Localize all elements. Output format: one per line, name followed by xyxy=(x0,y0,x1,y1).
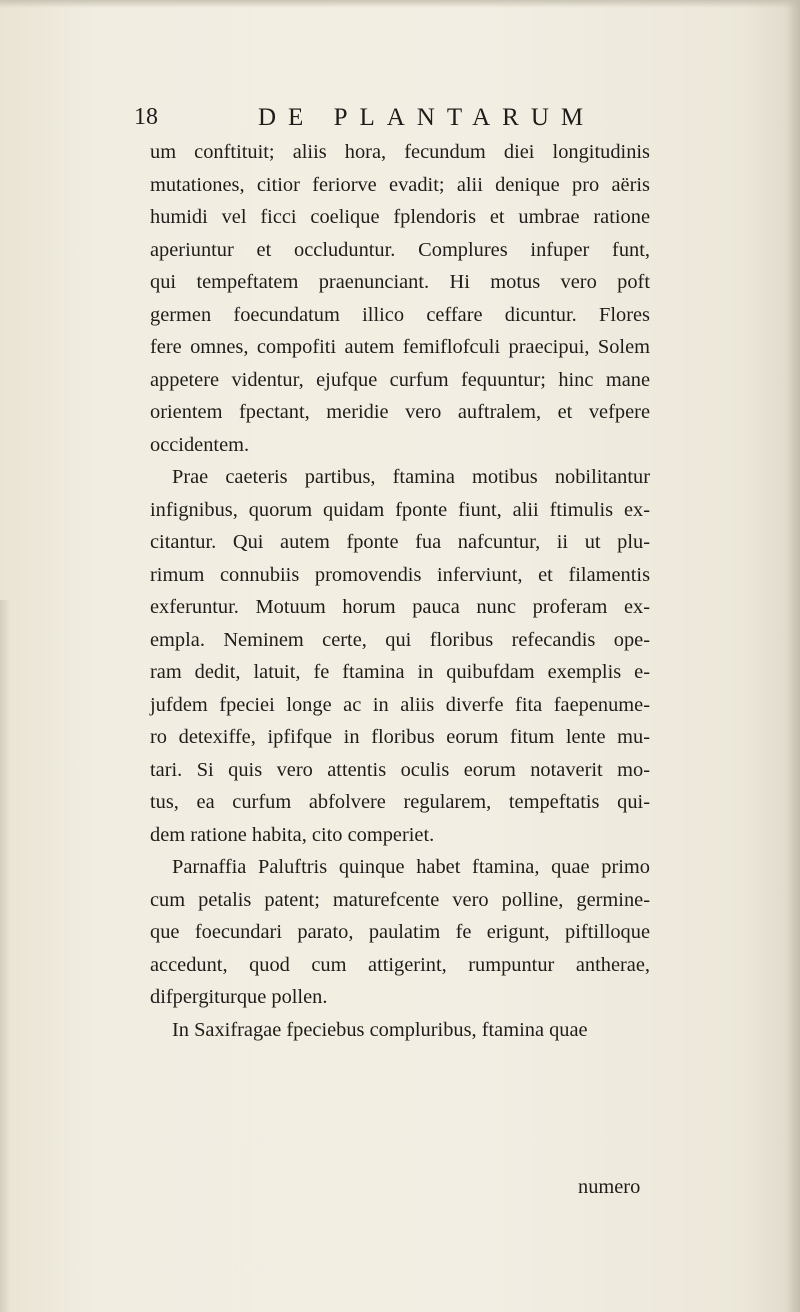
body-text xyxy=(150,136,650,1046)
text-line: ram dedit, latuit, fe ftamina in quibufdam exemplis e- xyxy=(150,661,650,683)
text-line: difpergiturque pollen. xyxy=(150,986,328,1008)
text-line: infignibus, quorum quidam fponte fiunt, alii ftimulis ex- xyxy=(150,498,650,521)
page-number: 18 xyxy=(134,104,158,130)
text-line: aperiuntur et occluduntur. Complures infuper funt, xyxy=(150,238,650,261)
paragraph xyxy=(150,136,650,461)
text-line: citantur. Qui autem fponte fua nafcuntur, ii ut plu- xyxy=(150,531,650,553)
text-line: germen foecundatum illico ceffare dicuntur. Flores xyxy=(150,303,650,326)
text-line: que foecundari parato, paulatim fe erigunt, piftilloque xyxy=(150,921,650,943)
text-line: Parnaffia Paluftris quinque habet ftamina, quae primo xyxy=(172,856,650,878)
running-title: DE PLANTARUM xyxy=(258,104,596,131)
page-header xyxy=(134,104,634,140)
text-line: ro detexiffe, ipfifque in floribus eorum fitum lente mu- xyxy=(150,726,650,748)
text-line: occidentem. xyxy=(150,433,250,456)
text-line: In Saxifragae fpeciebus compluribus, ftamina quae xyxy=(172,1018,588,1041)
paragraph xyxy=(150,461,650,851)
paragraph xyxy=(150,1014,650,1047)
text-line: empla. Neminem certe, qui floribus refecandis ope- xyxy=(150,628,650,651)
text-line: Prae caeteris partibus, ftamina motibus nobilitantur xyxy=(172,466,650,488)
text-line: cum petalis patent; maturefcente vero polline, germine- xyxy=(150,888,650,911)
text-line: humidi vel ficci coelique fplendoris et umbrae ratione xyxy=(150,206,650,228)
text-line: um conftituit; aliis hora, fecundum diei longitudinis xyxy=(150,141,650,163)
text-line: jufdem fpeciei longe ac in aliis diverfe fita faepenume- xyxy=(150,693,650,716)
text-line: accedunt, quod cum attigerint, rumpuntur antherae, xyxy=(150,953,650,976)
text-line: appetere videntur, ejufque curfum fequuntur; hinc mane xyxy=(150,368,650,391)
text-line: qui tempeftatem praenunciant. Hi motus vero poft xyxy=(150,271,650,293)
paragraph xyxy=(150,851,650,1014)
text-line: fere omnes, compofiti autem femiflofculi praecipui, Solem xyxy=(150,336,650,358)
text-line: orientem fpectant, meridie vero auftralem, et vefpere xyxy=(150,401,650,423)
page-right-edge xyxy=(786,0,800,1312)
text-line: tari. Si quis vero attentis oculis eorum notaverit mo- xyxy=(150,758,650,781)
text-line: dem ratione habita, cito comperiet. xyxy=(150,823,435,846)
text-line: exferuntur. Motuum horum pauca nunc proferam ex- xyxy=(150,596,650,618)
text-line: rimum connubiis promovendis inferviunt, et filamentis xyxy=(150,563,650,586)
page-top-edge xyxy=(0,0,800,8)
text-line: tus, ea curfum abfolvere regularem, tempeftatis qui- xyxy=(150,791,650,813)
catchword: numero xyxy=(578,1176,641,1198)
text-line: mutationes, citior feriorve evadit; alii denique pro aëris xyxy=(150,173,650,196)
page-left-shadow xyxy=(0,600,10,1312)
